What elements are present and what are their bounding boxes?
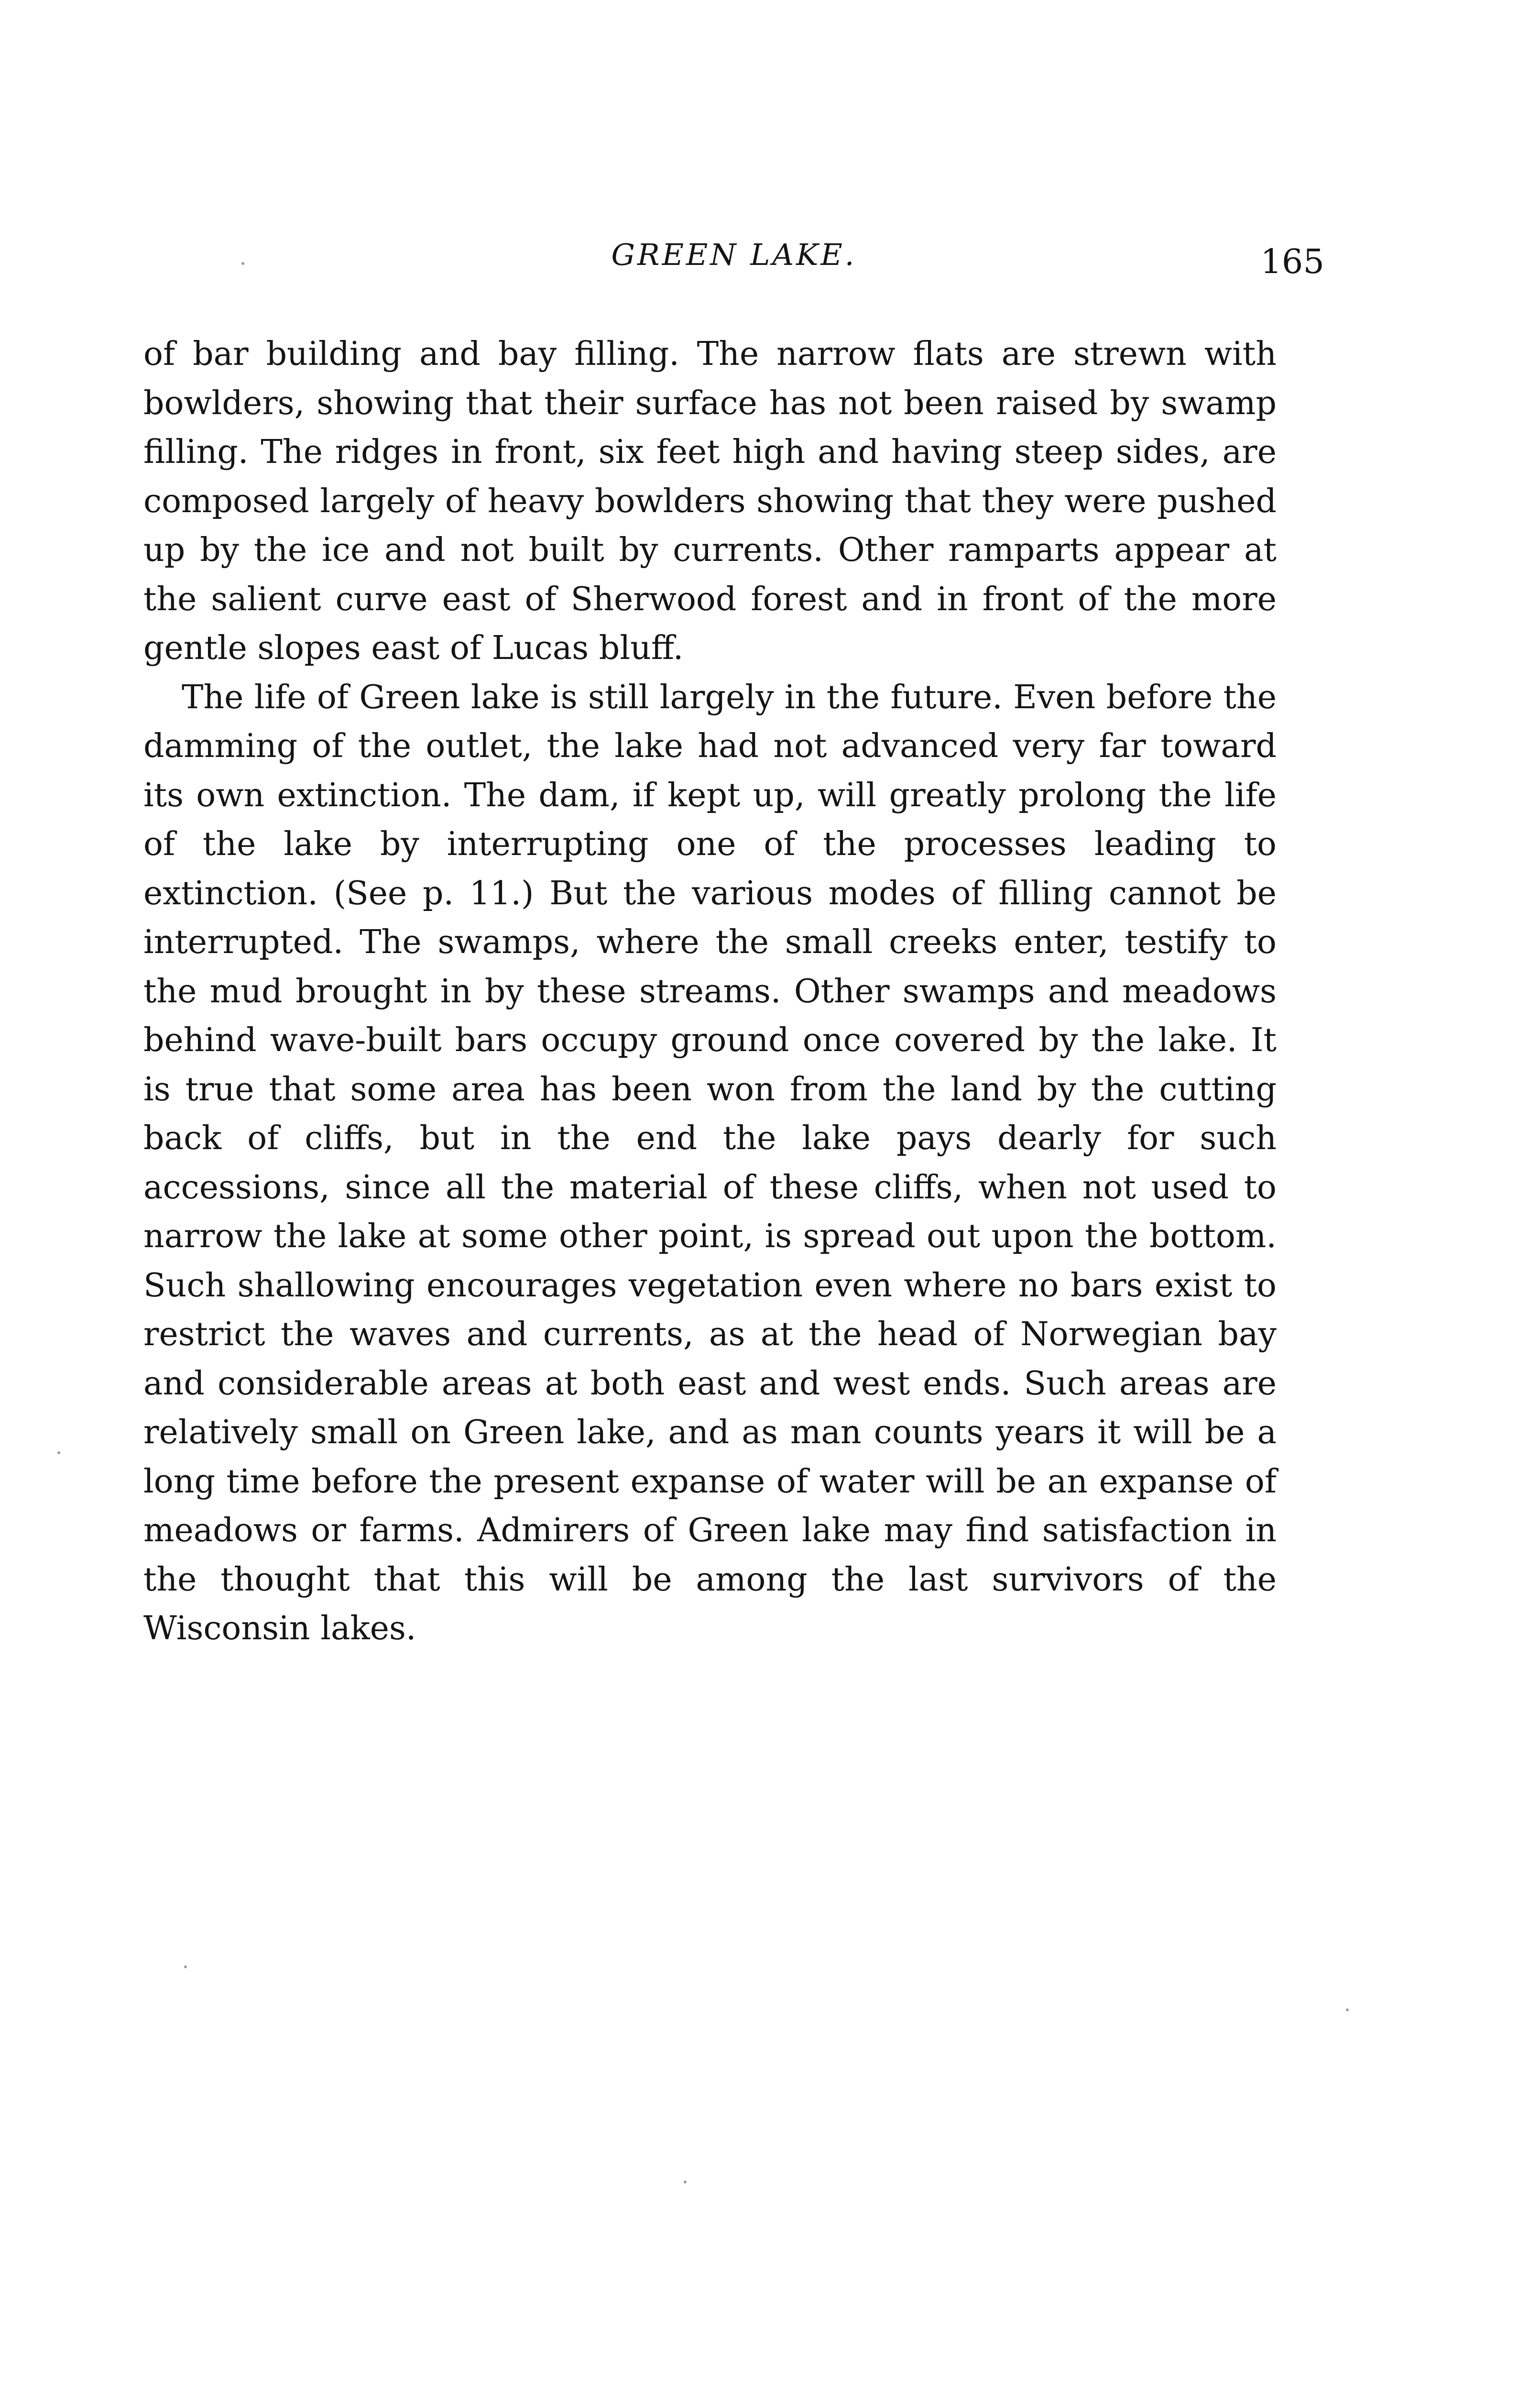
scan-speck — [184, 1965, 187, 1968]
paragraph-life-of-lake: The life of Green lake is still largely in the future. Even before the damming of the outlet, the lake had not advanced very far toward its own extinction. The dam, if kept up, will greatly prolong the life of the lake by interrupting one of the processes leading to extinction. (See p. 11.) But the various modes of filling cannot be interrupted. The swamps, where the small creeks enter, testify to the mud brought in by these streams. Other swamps and meadows behind wave-built bars occupy ground once covered by the lake. It is true that some area has been won from the land by the cutting back of cliffs, but in the end the lake pays dearly for such accessions, since all the material of these cliffs, when not used to narrow the lake at some other point, is spread out upon the bottom. Such shallowing encourages vegetation even where no bars exist to restrict the waves and currents, as at the head of Norwegian bay and considerable areas at both east and west ends. Such areas are relatively small on Green lake, and as man counts years it will be a long time before the present expanse of water will be an expanse of meadows or farms. Admirers of Green lake may find satisfaction in the thought that this will be among the last survivors of the Wisconsin lakes. — [143, 678, 1277, 1647]
running-header — [143, 229, 1324, 281]
scan-speck — [241, 262, 244, 265]
scan-speck — [57, 1451, 60, 1454]
page-number: 165 — [1260, 242, 1324, 281]
body-text — [143, 330, 1277, 1654]
scan-speck — [684, 2181, 687, 2183]
scan-speck — [1346, 2008, 1349, 2011]
running-title: GREEN LAKE. — [611, 237, 857, 272]
paragraph-continued: of bar building and bay filling. The narrow flats are strewn with bowlders, showing that their surface has not been raised by swamp filling. The ridges in front, six feet high and having steep sides, are composed largely of heavy bowlders showing that they were pushed up by the ice and not built by currents. Other ramparts appear at the salient curve east of Sherwood forest and in front of the more gentle slopes east of Lucas bluff. — [143, 335, 1277, 667]
